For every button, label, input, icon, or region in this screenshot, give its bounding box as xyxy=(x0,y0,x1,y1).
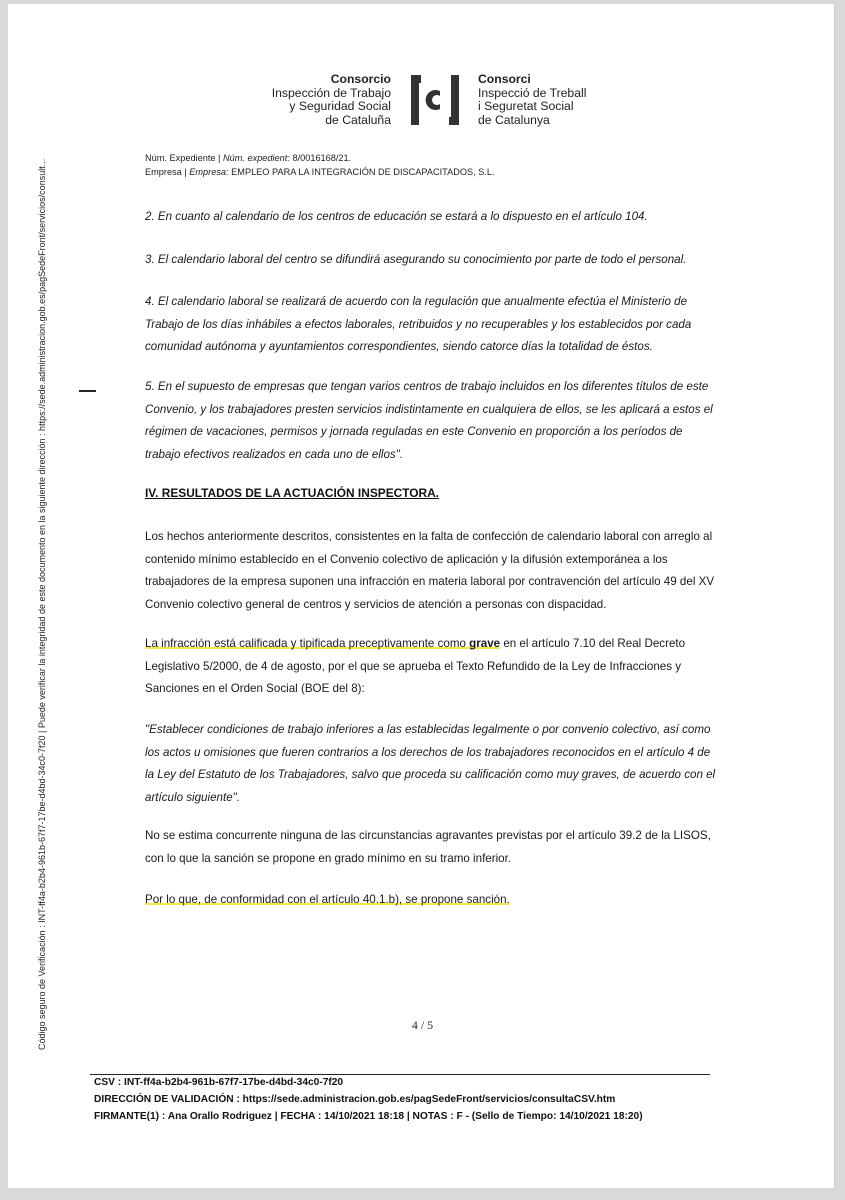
paragraph-2: 2. En cuanto al calendario de los centros de educación se estará a lo dispuesto en el artículo 104. xyxy=(145,210,648,223)
results-paragraph-2-rest: en el artículo 7.10 del Real Decreto Legislativo 5/2000, de 4 de agosto, por el que se aprueba el Texto Refundido de la Ley de Infracciones y Sanciones en el Orden Social (BOE del 8): xyxy=(145,637,686,695)
highlighted-conclusion: Por lo que, de conformidad con el artículo 40.1.b), se propone sanción. xyxy=(145,893,510,906)
expediente-line xyxy=(145,152,495,166)
verification-side-text: Código seguro de Verificación : INT-ff4a-b2b4-961b-67f7-17be-d4bd-34c0-7f20 | Puede verificar la integridad de este documento en la siguiente dirección : https://sede.administracion.gob.es/pagSedeFront/servicios/consult... xyxy=(37,158,47,1050)
header-left-text xyxy=(272,73,391,127)
results-paragraph-1: Los hechos anteriormente descritos, consistentes en la falta de confección de calendario laboral con arreglo al contenido mínimo establecido en el Convenio colectivo de aplicación y la difusión extemporánea a los trabajadores de la empresa suponen una infracción en materia laboral por contravención del artículo 49 del XV Convenio colectivo general de centros y servicios de atención a personas con dispacidad. xyxy=(145,530,715,611)
expedient-label: Núm. expedient: xyxy=(222,153,290,163)
paragraph-4: 4. El calendario laboral se realizará de acuerdo con la regulación que anualmente efectúa el Ministerio de Trabajo de los días inhábiles a efectos laborales, retribuidos y no recuperables y los establecidos por cada comunidad autónoma y ayuntamientos correspondientes, siendo catorce días la totalidad de éstos. xyxy=(145,295,692,353)
footer-validation-url[interactable]: DIRECCIÓN DE VALIDACIÓN : https://sede.administracion.gob.es/pagSedeFront/servicios/consultaCSV.htm xyxy=(94,1094,616,1105)
footer-csv: CSV : INT-ff4a-b2b4-961b-67f7-17be-d4bd-34c0-7f20 xyxy=(94,1077,344,1088)
expediente-value: 8/0016168/21. xyxy=(292,153,352,163)
header-left-line-4: de Cataluña xyxy=(325,112,391,127)
header-right-line-3: i Seguretat Social xyxy=(478,99,574,113)
margin-mark xyxy=(79,390,96,392)
results-paragraph-3: No se estima concurrente ninguna de las circunstancias agravantes previstas por el artículo 39.2 de la LISOS, con lo que la sanción se propone en grado mínimo en su tramo inferior. xyxy=(145,829,711,865)
consorcio-logo-icon xyxy=(407,73,463,127)
highlighted-text xyxy=(145,637,500,650)
highlight-text-a: La infracción está calificada y tipificada preceptivamente como xyxy=(145,637,470,650)
header-left-line-2: Inspección de Trabajo xyxy=(271,85,391,100)
paragraph-3: 3. El calendario laboral del centro se difundirá asegurando su conocimiento por parte de todo el personal. xyxy=(145,253,687,266)
empresa-line xyxy=(145,166,495,180)
header-logo xyxy=(0,73,845,129)
header-right-text xyxy=(478,73,586,127)
header-right-line-4: de Catalunya xyxy=(478,112,550,127)
empresa-label-italic: Empresa: xyxy=(189,166,229,177)
header-right-line-2: Inspecció de Treball xyxy=(478,85,587,100)
header-right-line-1: Consorci xyxy=(478,72,531,86)
footer-divider xyxy=(90,1074,710,1075)
grave-word: grave xyxy=(469,637,501,650)
expediente-label: Núm. Expediente | xyxy=(145,153,221,163)
empresa-label: Empresa | xyxy=(145,166,187,177)
header-left-line-1: Consorcio xyxy=(330,72,391,86)
file-metadata xyxy=(145,152,495,179)
empresa-value: EMPLEO PARA LA INTEGRACIÓN DE DISCAPACITADOS, S.L. xyxy=(231,166,495,177)
header-left-line-3: y Seguridad Social xyxy=(289,99,391,113)
results-paragraph-4 xyxy=(145,889,717,912)
section-heading: IV. RESULTADOS DE LA ACTUACIÓN INSPECTORA. xyxy=(145,486,439,500)
results-paragraph-2 xyxy=(145,633,717,701)
footer-signer: FIRMANTE(1) : Ana Orallo Rodriguez | FECHA : 14/10/2021 18:18 | NOTAS : F - (Sello de Tiempo: 14/10/2021 18:20) xyxy=(94,1111,643,1122)
paragraph-5: 5. En el supuesto de empresas que tengan varios centros de trabajo incluidos en los diferentes títulos de este Convenio, y los trabajadores presten servicios indistintamente en cualquiera de ellos, se les aplicará a estos el régimen de vacaciones, permisos y jornada reguladas en este Convenio en proporción a los períodos de trabajo efectivos realizados en cada uno de ellos". xyxy=(145,380,713,461)
page-number: 4 / 5 xyxy=(411,1018,434,1032)
legal-quote: "Establecer condiciones de trabajo inferiores a las establecidas legalmente o por convenio colectivo, así como los actos u omisiones que fueren contrarios a los derechos de los trabajadores reconocidos en el artículo 4 de la Ley del Estatuto de los Trabajadores, salvo que proceda su calificación como muy graves, de acuerdo con el artículo siguiente". xyxy=(145,723,716,804)
